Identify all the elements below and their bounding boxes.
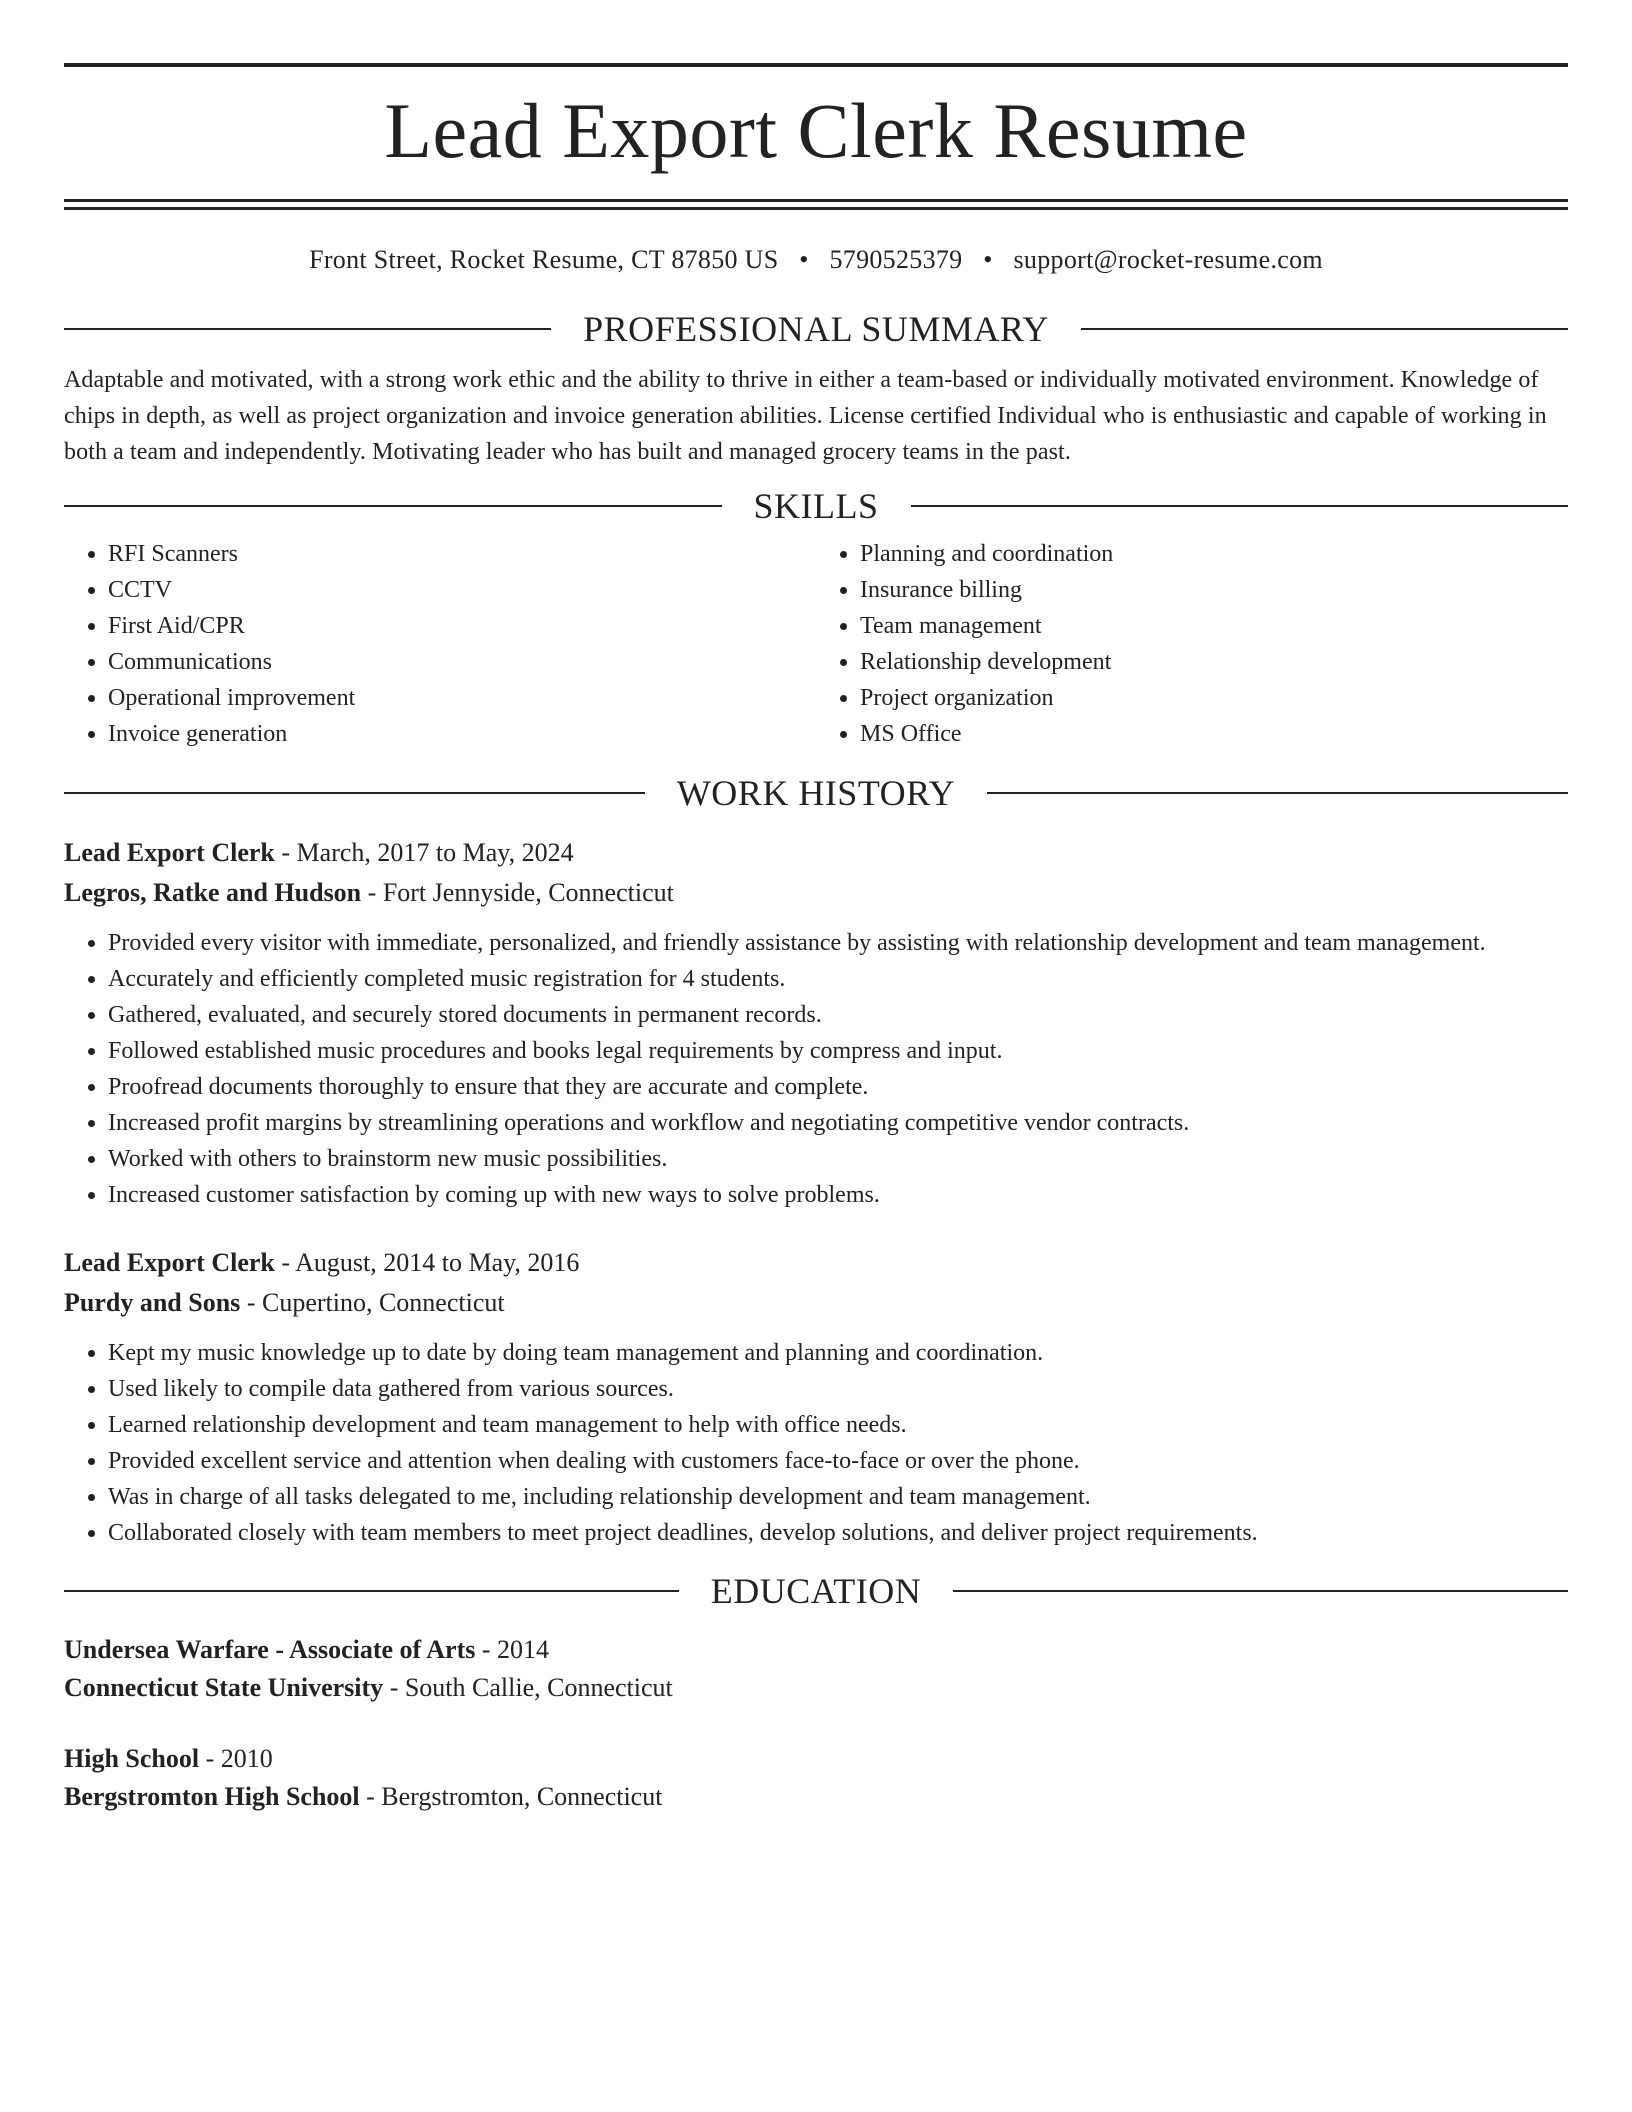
education-entry (64, 1631, 1568, 1707)
education-degree-line (64, 1740, 1568, 1778)
contact-line (64, 244, 1568, 276)
job-entry (64, 1243, 1568, 1551)
job-bullet: • Increased customer satisfaction by coming up with new ways to solve problems. (108, 1177, 1568, 1213)
skill-item: • Invoice generation (108, 716, 816, 752)
resume-title: Lead Export Clerk Resume (384, 87, 1248, 174)
job-bullet: • Provided every visitor with immediate, personalized, and friendly assistance by assisting with relationship development and team management. (108, 925, 1568, 961)
job-bullet: • Was in charge of all tasks delegated to me, including relationship development and team management. (108, 1479, 1568, 1515)
job-bullet: • Collaborated closely with team members to meet project deadlines, develop solutions, and deliver project requirements. (108, 1515, 1568, 1551)
skills-column-left (64, 536, 816, 752)
job-bullet: • Proofread documents thoroughly to ensure that they are accurate and complete. (108, 1069, 1568, 1105)
job-bullet: • Kept my music knowledge up to date by doing team management and planning and coordination. (108, 1335, 1568, 1371)
job-bullet: • Provided excellent service and attention when dealing with customers face-to-face or over the phone. (108, 1443, 1568, 1479)
skills-heading: SKILLS (64, 486, 1568, 526)
job-bullets (64, 925, 1568, 1213)
education-entry (64, 1740, 1568, 1816)
job-bullets (64, 1335, 1568, 1551)
job-bullet: • Accurately and efficiently completed music registration for 4 students. (108, 961, 1568, 997)
skill-item: • Planning and coordination (860, 536, 1568, 572)
skill-item: • Team management (860, 608, 1568, 644)
skill-item: • First Aid/CPR (108, 608, 816, 644)
summary-heading: PROFESSIONAL SUMMARY (64, 309, 1568, 349)
resume-page (64, 0, 1568, 1816)
education-degree: High School (64, 1744, 200, 1773)
work-heading: WORK HISTORY (64, 773, 1568, 813)
contact-phone: 5790525379 (829, 245, 963, 274)
job-title: Lead Export Clerk (64, 1248, 275, 1277)
education-location: - Bergstromton, Connecticut (359, 1782, 663, 1811)
education-degree: Undersea Warfare - Associate of Arts (64, 1635, 476, 1664)
job-location: - Cupertino, Connecticut (240, 1288, 505, 1317)
job-bullet: • Learned relationship development and team management to help with office needs. (108, 1407, 1568, 1443)
contact-separator: • (799, 245, 809, 274)
job-company-line (64, 1283, 1568, 1323)
job-bullet: • Used likely to compile data gathered from various sources. (108, 1371, 1568, 1407)
job-dates: - August, 2014 to May, 2016 (274, 1248, 580, 1277)
education-school-line (64, 1778, 1568, 1816)
contact-separator: • (983, 245, 993, 274)
skills-column-right (816, 536, 1568, 752)
job-company: Purdy and Sons (64, 1288, 241, 1317)
education-school: Connecticut State University (64, 1673, 384, 1702)
job-title-line (64, 833, 1568, 873)
skill-item: • RFI Scanners (108, 536, 816, 572)
skill-item: • Insurance billing (860, 572, 1568, 608)
job-entry (64, 833, 1568, 1213)
education-location: - South Callie, Connecticut (383, 1673, 673, 1702)
skill-item: • Communications (108, 644, 816, 680)
skill-item: • Project organization (860, 680, 1568, 716)
job-bullet: • Followed established music procedures and books legal requirements by compress and input. (108, 1033, 1568, 1069)
education-degree-line (64, 1631, 1568, 1669)
skills-list (64, 536, 1568, 752)
education-school: Bergstromton High School (64, 1782, 360, 1811)
contact-email: support@rocket-resume.com (1013, 245, 1323, 274)
education-school-line (64, 1669, 1568, 1707)
skill-item: • Operational improvement (108, 680, 816, 716)
skill-item: • MS Office (860, 716, 1568, 752)
job-title: Lead Export Clerk (64, 838, 275, 867)
job-location: - Fort Jennyside, Connecticut (361, 878, 674, 907)
skill-item: • CCTV (108, 572, 816, 608)
job-company: Legros, Ratke and Hudson (64, 878, 362, 907)
education-year: - 2010 (199, 1744, 273, 1773)
skill-item: • Relationship development (860, 644, 1568, 680)
job-title-line (64, 1243, 1568, 1283)
job-company-line (64, 873, 1568, 913)
job-dates: - March, 2017 to May, 2024 (274, 838, 574, 867)
contact-address: Front Street, Rocket Resume, CT 87850 US (309, 245, 779, 274)
summary-text: Adaptable and motivated, with a strong work ethic and the ability to thrive in either a team-based or individually motivated environment. Knowledge of chips in depth, as well as project organization and invoice generation abilities. License certified Individual who is enthusiastic and capable of working in both a team and independently. Motivating leader who has built and managed grocery teams in the past. (64, 367, 1547, 465)
job-bullet: • Worked with others to brainstorm new music possibilities. (108, 1141, 1568, 1177)
job-bullet: • Increased profit margins by streamlining operations and workflow and negotiating competitive vendor contracts. (108, 1105, 1568, 1141)
education-heading: EDUCATION (64, 1571, 1568, 1611)
job-bullet: • Gathered, evaluated, and securely stored documents in permanent records. (108, 997, 1568, 1033)
top-rule (64, 63, 1568, 67)
education-year: - 2014 (475, 1635, 550, 1664)
title-double-rule (64, 199, 1568, 210)
